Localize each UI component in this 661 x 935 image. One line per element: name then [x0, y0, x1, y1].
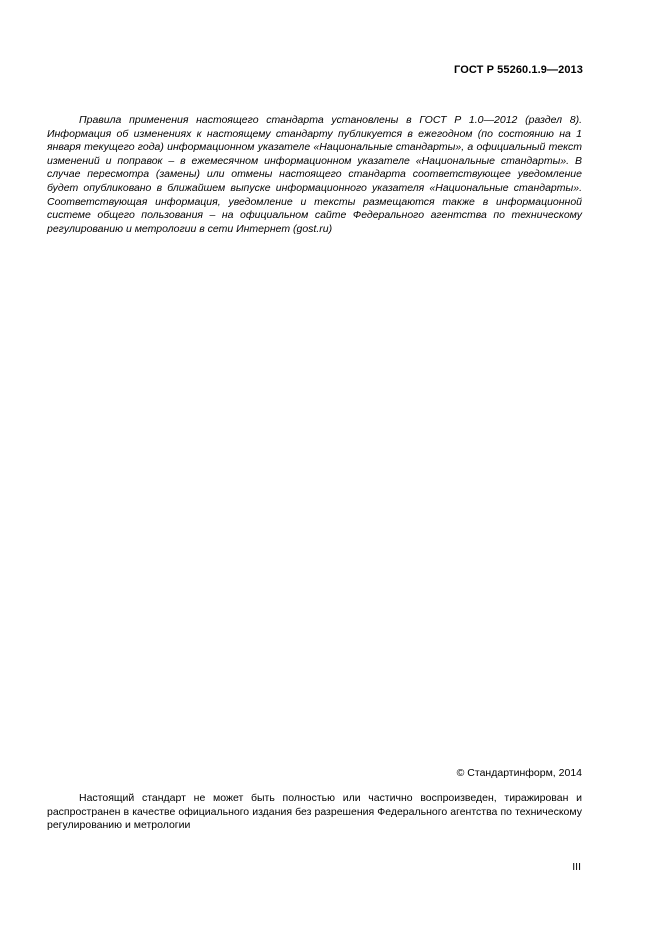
standard-application-notice: Правила применения настоящего стандарта установлены в ГОСТ Р 1.0—2012 (раздел 8). Информация об изменениях к настоящему стандарту публикуется в ежегодном (по состоянию на 1 января текущего года) информационном указателе «Национальные стандарты», а официальный текст изменений и поправок – в ежемесячном информационном указателе «Национальные стандарты». В случае пересмотра (замены) или отмены настоящего стандарта соответствующее уведомление будет опубликовано в ближайшем выпуске информационного указателя «Национальные стандарты». Соответствующая информация, уведомление и тексты размещаются также в информационной системе общего пользования – на официальном сайте Федерального агентства по техническому регулированию и метрологии в сети Интернет (gost.ru) [47, 114, 582, 235]
document-code: ГОСТ Р 55260.1.9—2013 [454, 64, 583, 76]
reproduction-notice: Настоящий стандарт не может быть полностью или частично воспроизведен, тиражирован и распространен в качестве официального издания без разрешения Федерального агентства по техническому регулированию и метрологии [47, 792, 582, 832]
page-number: III [572, 861, 581, 873]
copyright-line: © Стандартинформ, 2014 [456, 767, 582, 779]
